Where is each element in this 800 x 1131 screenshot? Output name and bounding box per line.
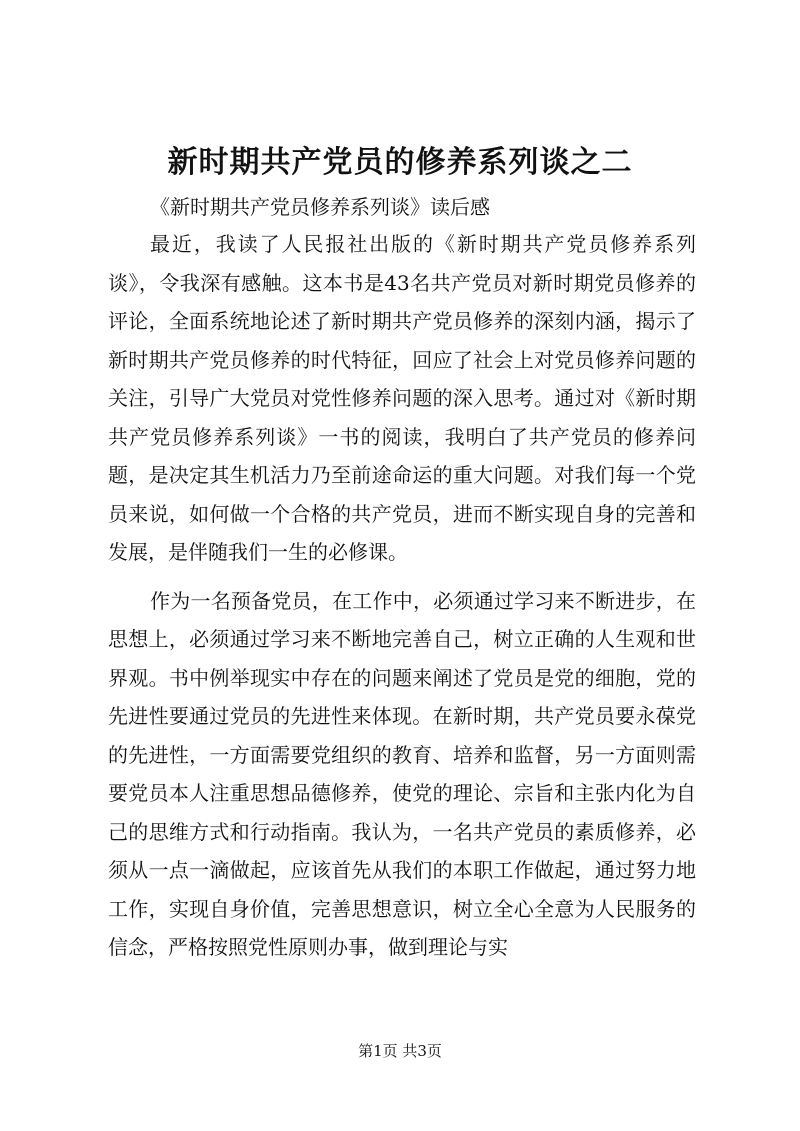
paragraph: 最近，我读了人民报社出版的《新时期共产党员修养系列谈》，令我深有感触。这本书是43名共产党员对新时期党员修养的评论，全面系统地论述了新时期共产党员修养的深刻内涵，揭示了新时期共产党员修养的时代特征，回应了社会上对党员修养问题的关注，引导广大党员对党性修养问题的深入思考。通过对《新时期共产党员修养系列谈》一书的阅读，我明白了共产党员的修养问题，是决定其生机活力乃至前途命运的重大问题。对我们每一个党员来说，如何做一个合格的共产党员，进而不断实现自身的完善和发展，是伴随我们一生的必修课。 — [108, 232, 696, 564]
document-subtitle: 《新时期共产党员修养系列谈》读后感 — [150, 195, 490, 219]
document-body — [108, 225, 696, 977]
document-title: 新时期共产党员的修养系列谈之二 — [167, 145, 633, 180]
paragraph: 作为一名预备党员，在工作中，必须通过学习来不断进步，在思想上，必须通过学习来不断地完善自己，树立正确的人生观和世界观。书中例举现实中存在的问题来阐述了党员是党的细胞，党的先进性要通过党员的先进性来体现。在新时期，共产党员要永葆党的先进性，一方面需要党组织的教育、培养和监督，另一方面则需要党员本人注重思想品德修养，使党的理论、宗旨和主张内化为自己的思维方式和行动指南。我认为，一名共产党员的素质修养，必须从一点一滴做起，应该首先从我们的本职工作做起，通过努力地工作，实现自身价值，完善思想意识，树立全心全意为人民服务的信念，严格按照党性原则办事，做到理论与实 — [108, 588, 696, 959]
page-footer: 第1页 共3页 — [358, 1042, 442, 1060]
